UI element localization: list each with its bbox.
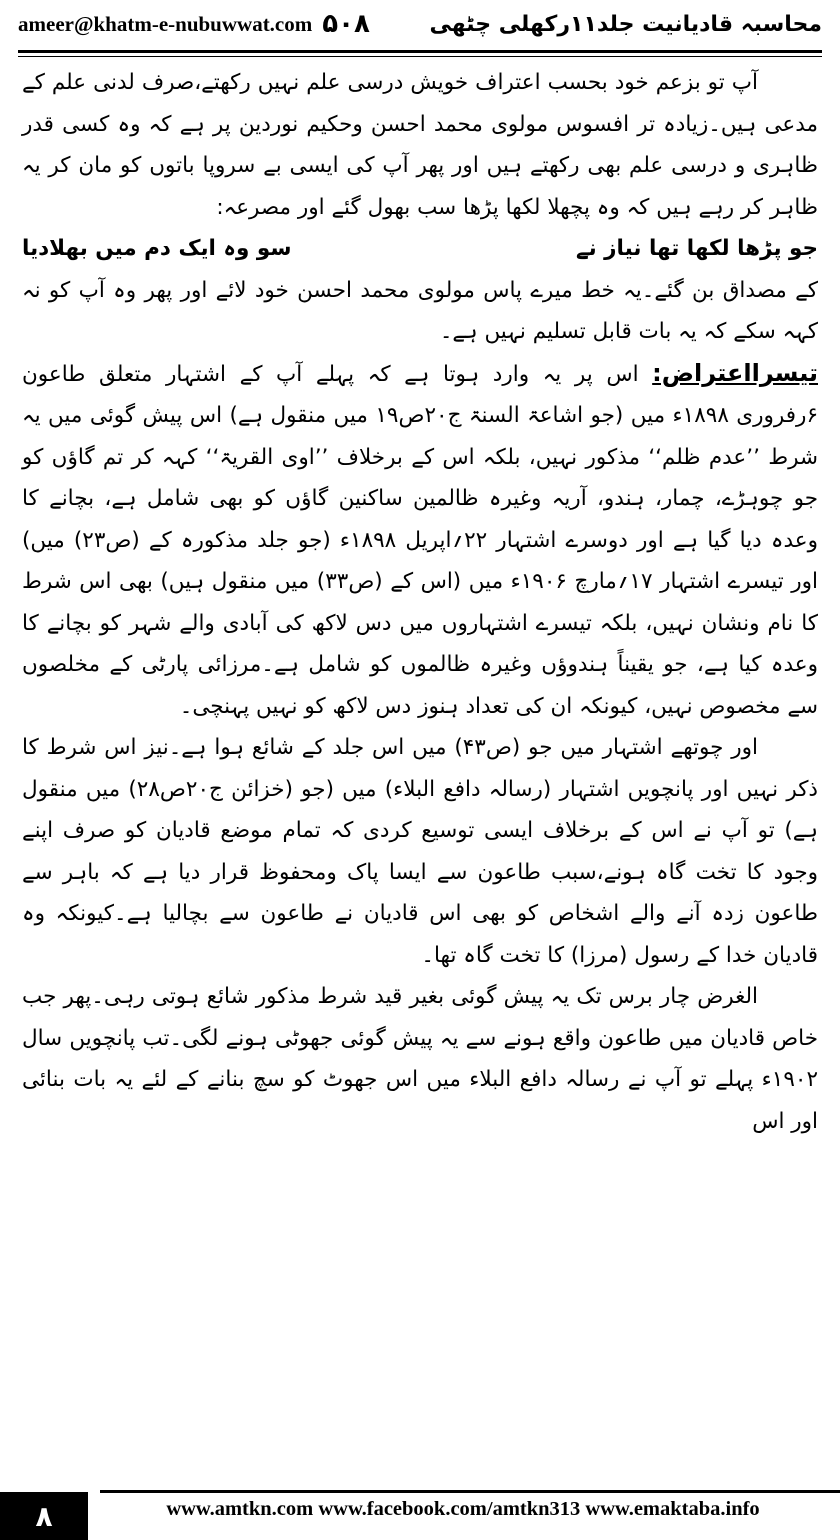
header-email[interactable]: ameer@khatm-e-nubuwwat.com: [18, 11, 313, 36]
paragraph-5: الغرض چار برس تک یہ پیش گوئی بغیر قید شرط مذکور شائع ہوتی رہی۔پھر جب خاص قادیان میں طاعون واقع ہونے سے یہ پیش گوئی جھوٹی ہونے لگی۔تب پانچویں سال ۱۹۰۲ء پہلے تو آپ نے رسالہ دافع البلاء میں اس جھوٹ کو سچ بنانے کے لئے یہ بات بنائی اور اس: [22, 984, 818, 1134]
header-left: [18, 9, 370, 39]
page-header: [18, 4, 822, 44]
verse-line: [22, 228, 818, 270]
paragraph-2: کے مصداق بن گئے۔یہ خط میرے پاس مولوی محمد احسن خود لائے اور پھر وہ آپ کو نہ کہہ سکے کہ یہ بات قابل تسلیم نہیں ہے۔: [22, 277, 818, 344]
paragraph-1: آپ تو بزعم خود بحسب اعتراف خویش درسی علم نہیں رکھتے،صرف لدنی علم کے مدعی ہیں۔زیادہ تر افسوس مولوی محمد احسن وحکیم نوردین پر ہے کہ وہ کسی قدر ظاہری و درسی علم بھی رکھتے ہیں اور پھر آپ کی ایسی بے سروپا باتوں کو مان کر یہ ظاہر کر رہے ہیں کہ وہ پچھلا لکھا پڑھا سب بھول گئے اور مصرعہ:: [22, 70, 818, 220]
verse-left: سو وہ ایک دم میں بھلادیا: [22, 236, 292, 261]
header-page-number: ۵۰۸: [322, 9, 370, 39]
page-footer: [0, 1490, 840, 1540]
header-rule-thin: [18, 56, 822, 57]
header-rule-thick: [18, 50, 822, 53]
page-body: [22, 62, 818, 1462]
footer-page-number: ۸: [0, 1492, 88, 1540]
header-title: محاسبہ قادیانیت جلد۱۱رکھلی چٹھی: [429, 11, 822, 37]
section-heading: تیسرااعتراض:: [652, 358, 818, 387]
footer-rule: [100, 1490, 840, 1493]
verse-right: جو پڑھا لکھا تھا نیاز نے: [576, 236, 818, 261]
paragraph-4: اور چوتھے اشتہار میں جو (ص۴۳) میں اس جلد کے شائع ہوا ہے۔نیز اس شرط کا ذکر نہیں اور پانچویں اشتہار (رسالہ دافع البلاء) میں (جو (خزائن ج۲۰ص۲۸) میں منقول ہے) تو آپ نے اس کے برخلاف ایسی توسیع کردی کہ تمام موضع قادیان کو صرف اپنے وجود کا تخت گاہ ہونے،سبب طاعون سے ایسا پاک ومحفوظ قرار دیا ہے کہ باہر سے طاعون زدہ آنے والے اشخاص کو بھی اس قادیان نے طاعون سے بچالیا ہے۔کیونکہ وہ قادیان خدا کے رسول (مرزا) کا تخت گاہ تھا۔: [22, 735, 819, 968]
paragraph-3: [22, 353, 818, 728]
footer-links[interactable]: www.amtkn.com www.facebook.com/amtkn313 www.emaktaba.info: [166, 1498, 760, 1520]
paragraph-3-text: اس پر یہ وارد ہوتا ہے کہ پہلے آپ کے اشتہار متعلق طاعون ۶رفروری ۱۸۹۸ء میں (جو اشاعۃ السنۃ ج۲۰ص۱۹ میں منقول ہے) اس پیش گوئی میں یہ شرط ’’عدم ظلم‘‘ مذکور نہیں، بلکہ اس کے برخلاف ’’اوی القریۃ‘‘ کہہ کر تم گاؤں کو جو چوہڑے، چمار، ہندو، آریہ وغیرہ ظالمین ساکنین گاؤں کو بھی شامل ہے، بچانے کا وعدہ دیا گیا ہے اور دوسرے اشتہار ۲۲؍اپریل ۱۸۹۸ء (جو جلد مذکورہ کے (ص۲۳) میں) اور تیسرے اشتہار ۱۷؍مارچ ۱۹۰۶ء میں (اس کے (ص۳۳) میں منقول ہیں) بھی اس شرط کا نام ونشان نہیں، بلکہ تیسرے اشتہاروں میں دس لاکھ کی آبادی والے شہر کو بچانے کا وعدہ کیا ہے، جو یقیناً ہندوؤں وغیرہ ظالموں کو شامل ہے۔مرزائی پارٹی کے مخلصوں سے مخصوص نہیں، کیونکہ ان کی تعداد ہنوز دس لاکھ کو نہیں پہنچی۔: [22, 361, 818, 719]
